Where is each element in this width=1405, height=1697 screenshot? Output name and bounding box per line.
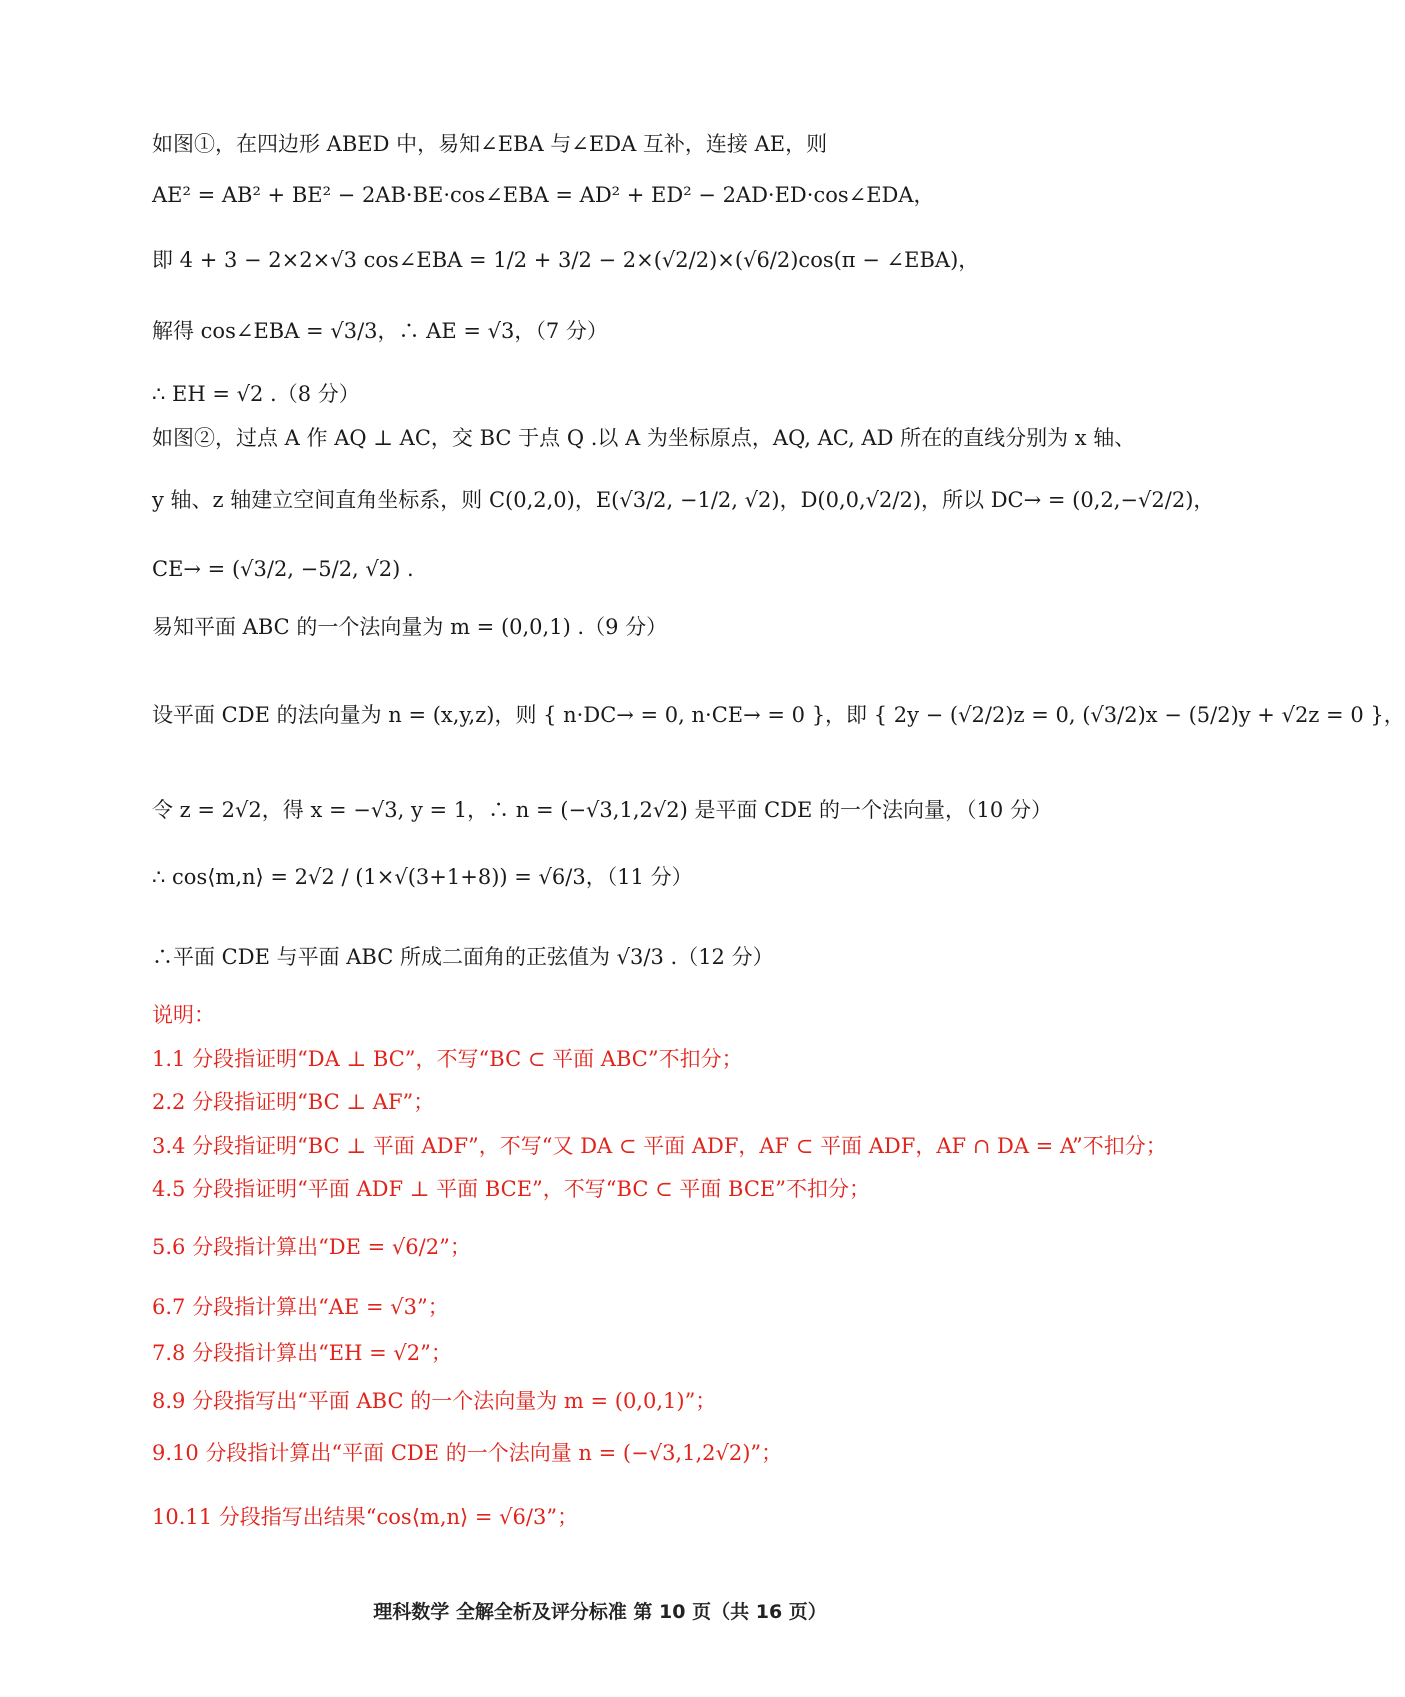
solution-line-1: 如图①，在四边形 ABED 中，易知∠EBA 与∠EDA 互补，连接 AE，则 <box>152 132 828 156</box>
solution-line-8: CE→ = (√3/2, −5/2, √2) . <box>152 557 414 581</box>
note-item-5: 5.6 分段指计算出“DE = √6/2”； <box>152 1235 471 1259</box>
notes-heading: 说明： <box>152 1003 215 1027</box>
solution-line-6: 如图②，过点 A 作 AQ ⊥ AC，交 BC 于点 Q .以 A 为坐标原点，AQ, AC, AD 所在的直线分别为 x 轴、 <box>152 426 1136 450</box>
solution-line-9: 易知平面 ABC 的一个法向量为 m = (0,0,1) .（9 分） <box>152 615 668 639</box>
solution-line-10: 设平面 CDE 的法向量为 n = (x,y,z)，则 { n·DC→ = 0, n·CE→ = 0 }，即 { 2y − (√2/2)z = 0, (√3/2)x − (5/2)y + √2z = 0 }， <box>152 703 1405 727</box>
note-item-10: 10.11 分段指写出结果“cos⟨m,n⟩ = √6/3”； <box>152 1505 579 1529</box>
solution-line-5: ∴ EH = √2 .（8 分） <box>152 382 360 406</box>
note-item-9: 9.10 分段指计算出“平面 CDE 的一个法向量 n = (−√3,1,2√2)”； <box>152 1441 783 1465</box>
note-item-8: 8.9 分段指写出“平面 ABC 的一个法向量为 m = (0,0,1)”； <box>152 1389 717 1413</box>
note-item-4: 4.5 分段指证明“平面 ADF ⊥ 平面 BCE”，不写“BC ⊂ 平面 BCE”不扣分； <box>152 1177 870 1201</box>
note-item-6: 6.7 分段指计算出“AE = √3”； <box>152 1295 449 1319</box>
solution-line-12: ∴ cos⟨m,n⟩ = 2√2 / (1×√(3+1+8)) = √6/3，（11 分） <box>152 865 693 889</box>
note-item-2: 2.2 分段指证明“BC ⊥ AF”； <box>152 1090 435 1114</box>
solution-line-11: 令 z = 2√2，得 x = −√3, y = 1，∴ n = (−√3,1,2√2) 是平面 CDE 的一个法向量，（10 分） <box>152 798 1052 822</box>
solution-line-2: AE² = AB² + BE² − 2AB·BE·cos∠EBA = AD² + ED² − 2AD·ED·cos∠EDA， <box>152 183 935 207</box>
solution-line-13: ∴平面 CDE 与平面 ABC 所成二面角的正弦值为 √3/3 .（12 分） <box>152 945 774 969</box>
page-footer: 理科数学 全解全析及评分标准 第 10 页（共 16 页） <box>373 1601 827 1623</box>
solution-line-4: 解得 cos∠EBA = √3/3，∴ AE = √3，（7 分） <box>152 319 608 343</box>
note-item-3: 3.4 分段指证明“BC ⊥ 平面 ADF”，不写“又 DA ⊂ 平面 ADF，AF ⊂ 平面 ADF，AF ∩ DA = A”不扣分； <box>152 1134 1167 1158</box>
note-item-1: 1.1 分段指证明“DA ⊥ BC”，不写“BC ⊂ 平面 ABC”不扣分； <box>152 1047 743 1071</box>
solution-line-7: y 轴、z 轴建立空间直角坐标系，则 C(0,2,0)，E(√3/2, −1/2, √2)，D(0,0,√2/2)，所以 DC→ = (0,2,−√2/2)， <box>152 488 1215 512</box>
solution-line-3: 即 4 + 3 − 2×2×√3 cos∠EBA = 1/2 + 3/2 − 2×(√2/2)×(√6/2)cos(π − ∠EBA)， <box>152 248 980 272</box>
note-item-7: 7.8 分段指计算出“EH = √2”； <box>152 1341 452 1365</box>
